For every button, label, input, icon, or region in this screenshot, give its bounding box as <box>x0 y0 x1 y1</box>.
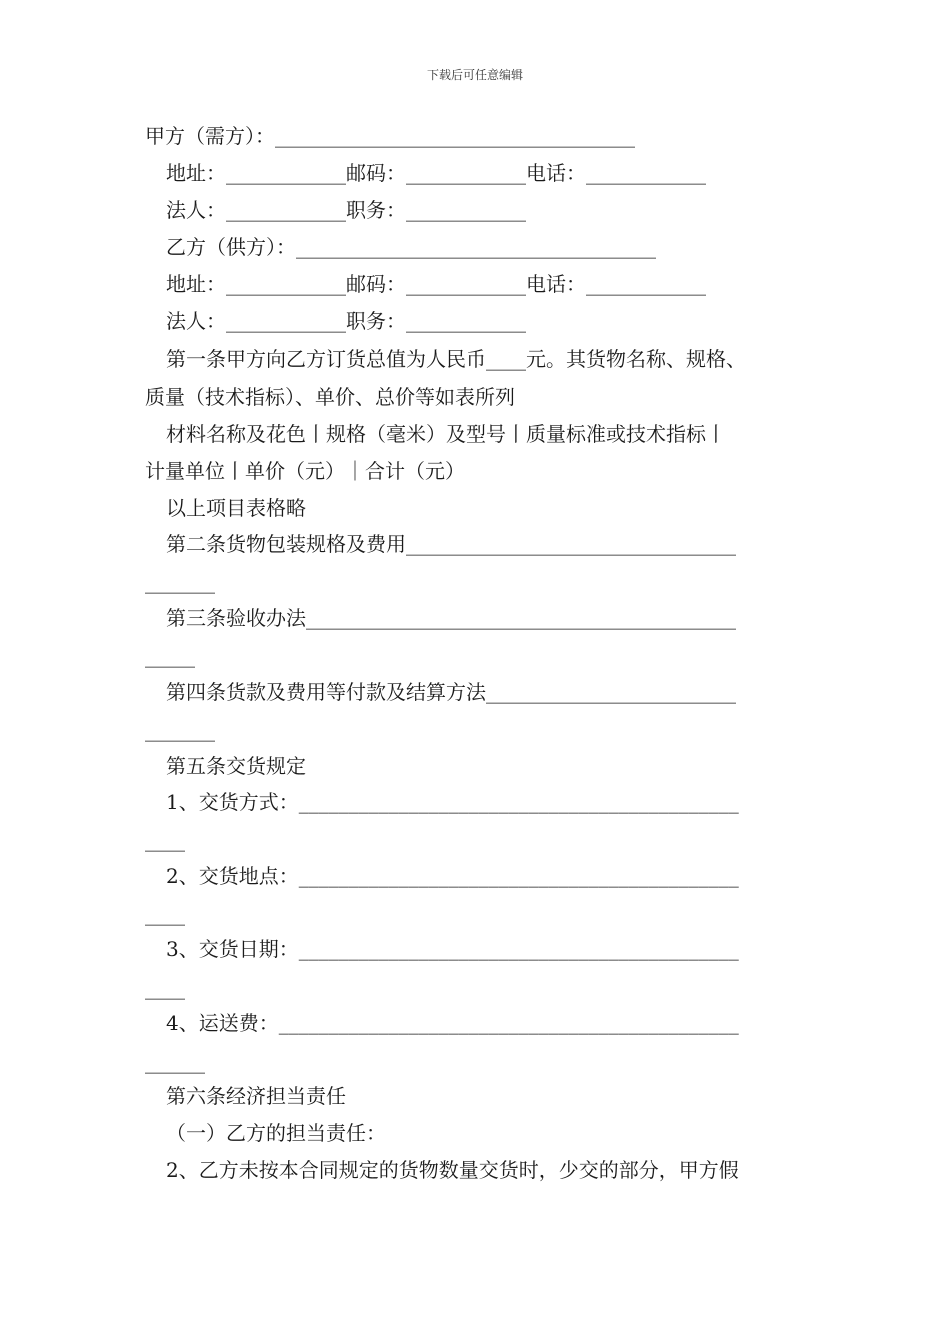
delivery-date-line: 3、交货日期：____________________________________________ <box>166 937 739 961</box>
party-b-legal-line: 法人：____________职务：____________ <box>166 309 526 333</box>
article-1-line-2: 质量（技术指标）、单价、总价等如表所列 <box>145 385 515 409</box>
article-2-line: 第二条货物包装规格及费用_________________________________ <box>166 532 736 556</box>
party-a-address-line: 地址：____________邮码：____________电话：____________ <box>166 161 706 185</box>
liability-clause-2: 2、乙方未按本合同规定的货物数量交货时，少交的部分，甲方假 <box>166 1158 739 1182</box>
delivery-date-continuation: ____ <box>145 976 185 1000</box>
freight-line: 4、运送费：______________________________________________ <box>166 1011 739 1035</box>
party-a-legal-line: 法人：____________职务：____________ <box>166 198 526 222</box>
party-a-line: 甲方（需方）：____________________________________ <box>145 124 635 148</box>
table-header-line-2: 计量单位丨单价（元）｜合计（元） <box>145 459 465 483</box>
article-4-continuation: _______ <box>145 718 215 742</box>
delivery-place-continuation: ____ <box>145 902 185 926</box>
delivery-method-continuation: ____ <box>145 828 185 852</box>
delivery-place-line: 2、交货地点：____________________________________________ <box>166 864 739 888</box>
delivery-method-line: 1、交货方式：____________________________________________ <box>166 790 739 814</box>
article-1-line-1: 第一条甲方向乙方订货总值为人民币____元。其货物名称、规格、 <box>166 347 746 371</box>
party-b-liability-title: （一）乙方的担当责任： <box>166 1121 386 1145</box>
article-4-line: 第四条货款及费用等付款及结算方法_________________________ <box>166 680 736 704</box>
article-3-line: 第三条验收办法___________________________________________ <box>166 606 736 630</box>
table-header-line-1: 材料名称及花色丨规格（毫米）及型号丨质量标准或技术指标丨 <box>166 422 726 446</box>
article-5-title: 第五条交货规定 <box>166 754 306 778</box>
article-6-title: 第六条经济担当责任 <box>166 1084 346 1108</box>
page-header: 下载后可任意编辑 <box>426 68 523 82</box>
party-b-address-line: 地址：____________邮码：____________电话：____________ <box>166 272 706 296</box>
article-3-continuation: _____ <box>145 644 195 668</box>
article-2-continuation: _______ <box>145 570 215 594</box>
party-b-line: 乙方（供方）：____________________________________ <box>166 235 656 259</box>
freight-continuation: ______ <box>145 1050 205 1074</box>
table-omitted-note: 以上项目表格略 <box>166 496 306 520</box>
